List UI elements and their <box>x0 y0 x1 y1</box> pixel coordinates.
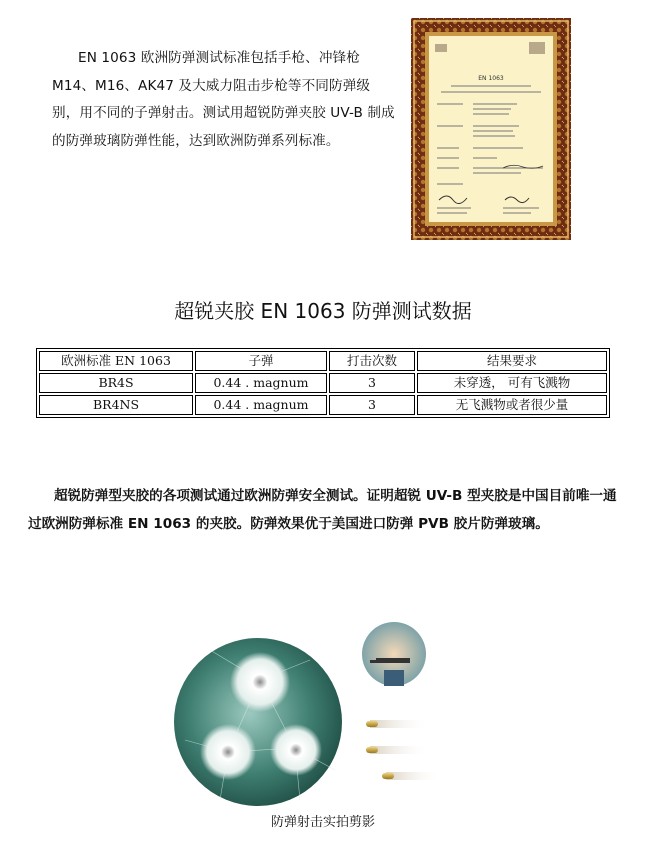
table-row <box>39 373 607 393</box>
certificate-image <box>411 18 571 240</box>
photo-caption: 防弹射击实拍剪影 <box>270 815 375 830</box>
table-header-cell: 打击次数 <box>329 351 415 371</box>
table-cell: 无飞溅物或者很少量 <box>417 395 607 415</box>
table-cell: 3 <box>329 395 415 415</box>
table-cell: 3 <box>329 373 415 393</box>
table-cell: 0.44 . magnum <box>195 395 327 415</box>
table-header-cell: 结果要求 <box>417 351 607 371</box>
table-header-row <box>39 351 607 371</box>
bullet-test-photo <box>170 620 445 810</box>
conclusion-paragraph: 超锐防弹型夹胶的各项测试通过欧洲防弹安全测试。证明超锐 UV-B 型夹胶是中国目前唯一通过欧洲防弹标准 EN 1063 的夹胶。防弹效果优于美国进口防弹 PVB 胶片防弹玻璃。 <box>28 488 617 532</box>
intro-paragraph: EN 1063 欧洲防弹测试标准包括手枪、冲锋枪 M14、M16、AK47 及大威力阻击步枪等不同防弹级别，用不同的子弹射击。测试用超锐防弹夹胶 UV-B 制成的防弹玻璃防弹性能，达到欧洲防弹系列标准。 <box>52 50 395 149</box>
section-heading: 超锐夹胶 EN 1063 防弹测试数据 <box>174 299 472 323</box>
table-cell: 未穿透， 可有飞溅物 <box>417 373 607 393</box>
table-header-cell: 子弹 <box>195 351 327 371</box>
test-data-table <box>36 348 610 418</box>
table-cell: BR4S <box>39 373 193 393</box>
svg-text:EN 1063: EN 1063 <box>478 75 504 82</box>
table-cell: 0.44 . magnum <box>195 373 327 393</box>
table-cell: BR4NS <box>39 395 193 415</box>
table-row <box>39 395 607 415</box>
table-header-cell: 欧洲标准 EN 1063 <box>39 351 193 371</box>
